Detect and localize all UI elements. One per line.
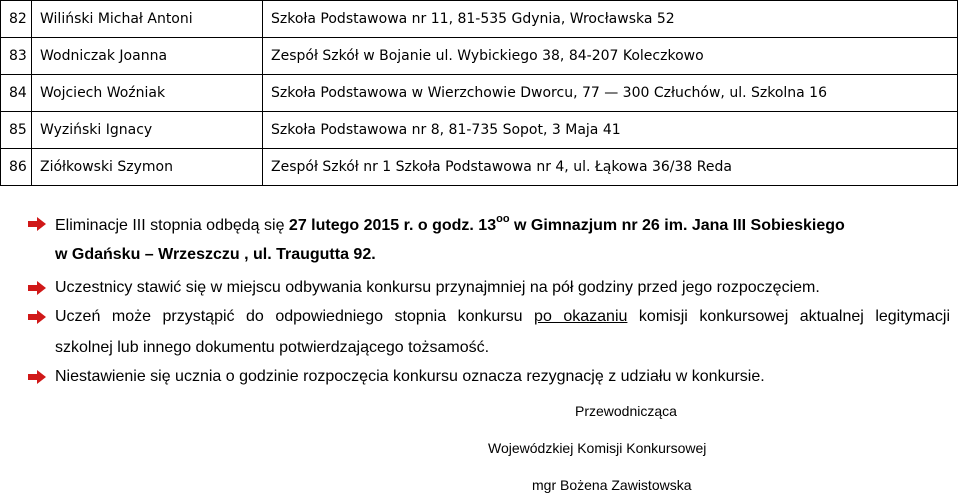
student-name: Wiliński Michał Antoni bbox=[32, 1, 263, 38]
notice-1-line-1 bbox=[55, 213, 845, 235]
notice-3-text: Uczeń może przystąpić do odpowiedniego stopnia konkursu bbox=[55, 308, 535, 325]
row-number: 82 bbox=[1, 1, 32, 38]
notice-4: Niestawienie się ucznia o godzinie rozpoczęcia konkursu oznacza rezygnację z udziału w konkursie. bbox=[55, 368, 765, 385]
school-address: Szkoła Podstawowa nr 8, 81-735 Sopot, 3 Maja 41 bbox=[263, 112, 958, 149]
school-address: Szkoła Podstawowa w Wierzchowie Dworcu, 77 — 300 Człuchów, ul. Szkolna 16 bbox=[263, 75, 958, 112]
notice-3-text-end: komisji konkursowej aktualnej legitymacji bbox=[627, 308, 951, 325]
notice-1-venue: w Gimnazjum nr 26 im. Jana III Sobieskiego bbox=[509, 217, 845, 234]
notice-2: Uczestnicy stawić się w miejscu odbywania konkursu przynajmniej na pół godziny przed jego rozpoczęciem. bbox=[55, 279, 820, 296]
red-arrow-icon bbox=[28, 281, 46, 295]
notice-3-line-2: szkolnej lub innego dokumentu potwierdzającego tożsamość. bbox=[55, 339, 490, 356]
student-name: Wyziński Ignacy bbox=[32, 112, 263, 149]
student-name: Wodniczak Joanna bbox=[32, 38, 263, 75]
notice-1-time-sup: oo bbox=[496, 213, 510, 225]
notice-3-line-1 bbox=[55, 308, 950, 326]
signature-body: Wojewódzkiej Komisji Konkursowej bbox=[488, 440, 707, 456]
student-name: Wojciech Woźniak bbox=[32, 75, 263, 112]
notice-3-underlined: po okazaniu bbox=[534, 308, 628, 325]
school-address: Szkoła Podstawowa nr 11, 81-535 Gdynia, Wrocławska 52 bbox=[263, 1, 958, 38]
school-address: Zespół Szkół nr 1 Szkoła Podstawowa nr 4, ul. Łąkowa 36/38 Reda bbox=[263, 149, 958, 186]
notice-1-text: Eliminacje III stopnia odbędą się bbox=[55, 217, 289, 234]
red-arrow-icon bbox=[28, 217, 46, 231]
signature-name: mgr Bożena Zawistowska bbox=[532, 477, 692, 493]
row-number: 86 bbox=[1, 149, 32, 186]
school-address: Zespół Szkół w Bojanie ul. Wybickiego 38, 84-207 Koleczkowo bbox=[263, 38, 958, 75]
red-arrow-icon bbox=[28, 310, 46, 324]
row-number: 83 bbox=[1, 38, 32, 75]
notice-1-date: 27 lutego 2015 r. o godz. 13 bbox=[288, 217, 497, 234]
signature-title: Przewodnicząca bbox=[575, 403, 677, 419]
notice-1-line-2: w Gdańsku – Wrzeszczu , ul. Traugutta 92. bbox=[55, 246, 376, 263]
student-name: Ziółkowski Szymon bbox=[32, 149, 263, 186]
row-number: 85 bbox=[1, 112, 32, 149]
row-number: 84 bbox=[1, 75, 32, 112]
red-arrow-icon bbox=[28, 370, 46, 384]
